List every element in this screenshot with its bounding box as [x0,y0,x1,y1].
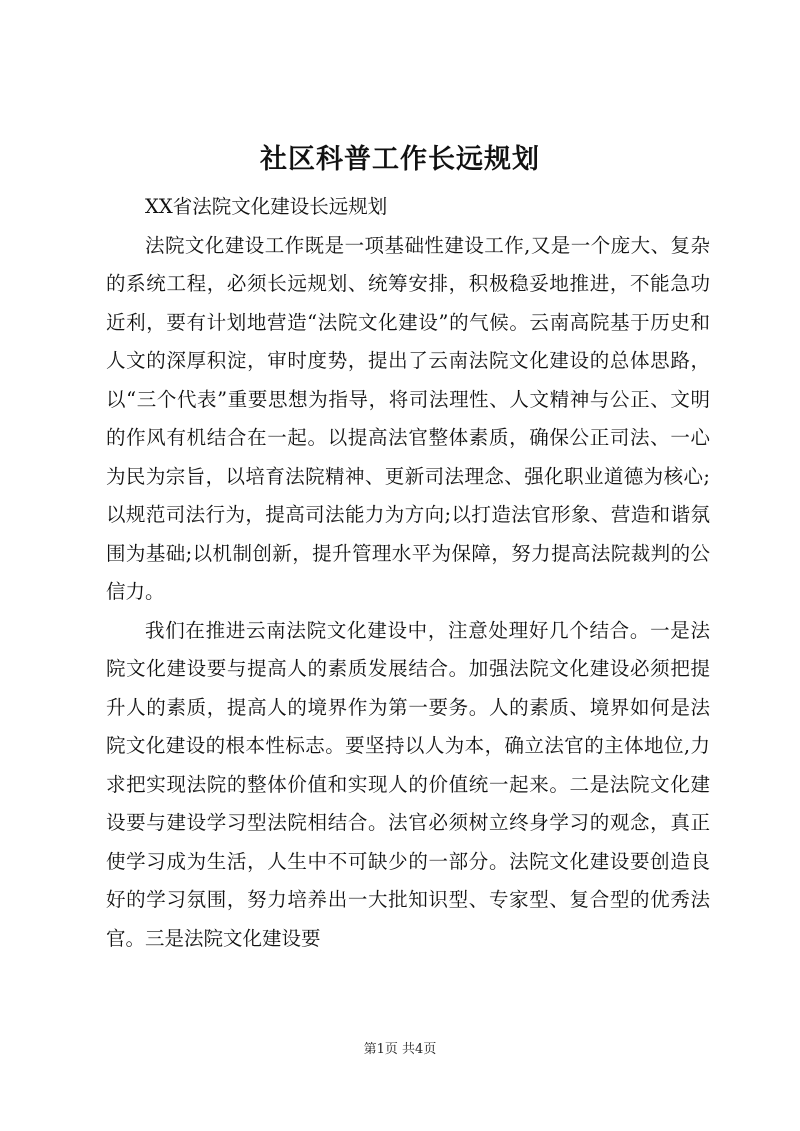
document-body [106,188,710,958]
page-footer [0,1040,800,1060]
body-paragraph: 法院文化建设工作既是一项基础性建设工作,又是一个庞大、复杂的系统工程，必须长远规划、统筹安排，积极稳妥地推进，不能急功近利，要有计划地营造“法院文化建设”的气候。云南高院基于历史和人文的深厚积淀，审时度势，提出了云南法院文化建设的总体思路，以“三个代表”重要思想为指导，将司法理性、人文精神与公正、文明的作风有机结合在一起。以提高法官整体素质，确保公正司法、一心为民为宗旨，以培育法院精神、更新司法理念、强化职业道德为核心;以规范司法行为，提高司法能力为方向;以打造法官形象、营造和谐氛围为基础;以机制创新，提升管理水平为保障，努力提高法院裁判的公信力。 [106,233,710,603]
body-paragraph: 我们在推进云南法院文化建设中，注意处理好几个结合。一是法院文化建设要与提高人的素质发展结合。加强法院文化建设必须把提升人的素质，提高人的境界作为第一要务。人的素质、境界如何是法院文化建设的根本性标志。要坚持以人为本，确立法官的主体地位,力求把实现法院的整体价值和实现人的价值统一起来。二是法院文化建设要与建设学习型法院相结合。法官必须树立终身学习的观念，真正使学习成为生活，人生中不可缺少的一部分。法院文化建设要创造良好的学习氛围，努力培养出一大批知识型、专家型、复合型的优秀法官。三是法院文化建设要 [106,618,710,950]
page-number: 第1页 共4页 [363,1042,437,1057]
document-title: 社区科普工作长远规划 [260,144,540,175]
subtitle-paragraph: XX省法院文化建设长远规划 [145,195,388,218]
